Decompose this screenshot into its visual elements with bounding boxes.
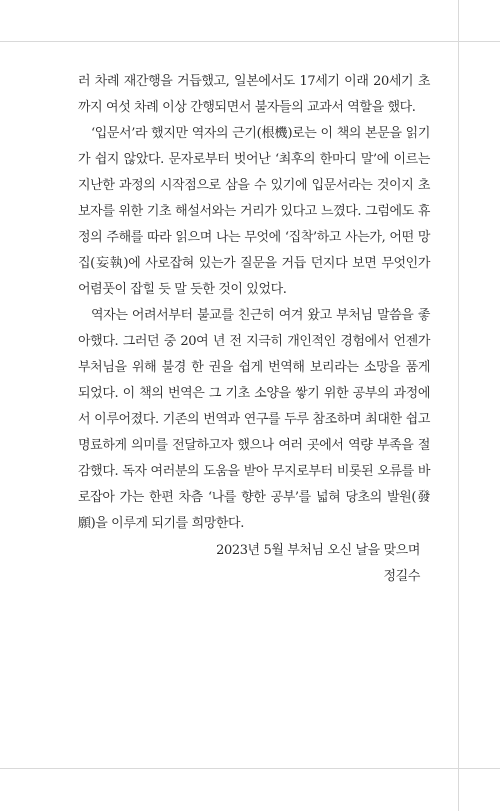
body-text [78, 69, 430, 537]
crop-line-bottom [0, 768, 500, 769]
crop-line-top [0, 41, 500, 42]
closing-signature [216, 538, 420, 590]
paragraph-translator-note: 역자는 어려서부터 불교를 친근히 여겨 왔고 부처님 말씀을 좋아했다. 그러던 중 20여 년 전 지극히 개인적인 경험에서 언젠가 부처님을 위해 불경 한 권을 쉽게 번역해 보리라는 소망을 품게 되었다. 이 책의 번역은 그 기초 소양을 쌓기 위한 공부의 과정에서 이루어졌다. 기존의 번역과 연구를 두루 참조하며 최대한 쉽고 명료하게 의미를 전달하고자 했으나 여러 곳에서 역량 부족을 절감했다. 독자 여러분의 도움을 받아 무지로부터 비롯된 오류를 바로잡아 가는 한편 차츰 ‘나를 향한 공부’를 넓혀 당초의 발원(發願)을 이루게 되기를 희망한다. [78, 308, 430, 531]
paragraph-introductory-book: ‘입문서’라 했지만 역자의 근기(根機)로는 이 책의 본문을 읽기가 쉽지 않았다. 문자로부터 벗어난 ‘최후의 한마디 말’에 이르는 지난한 과정의 시작점으로 삼을 수 있기에 입문서라는 것이지 초보자를 위한 기초 해설서와는 거리가 있다고 느꼈다. 그럼에도 휴정의 주해를 따라 읽으며 나는 무엇에 ‘집착’하고 사는가, 어떤 망집(妄執)에 사로잡혀 있는가 질문을 거듭 던지다 보면 무엇인가 어렴풋이 잡힐 듯 말 듯한 것이 있었다. [78, 126, 430, 297]
closing-author: 정길수 [383, 569, 420, 584]
crop-line-right [458, 0, 459, 811]
closing-date-line: 2023년 5월 부처님 오신 날을 맞으며 [216, 543, 420, 558]
paragraph-continued: 러 차례 재간행을 거듭했고, 일본에서도 17세기 이래 20세기 초까지 여섯 차례 이상 간행되면서 불자들의 교과서 역할을 했다. [78, 74, 430, 115]
